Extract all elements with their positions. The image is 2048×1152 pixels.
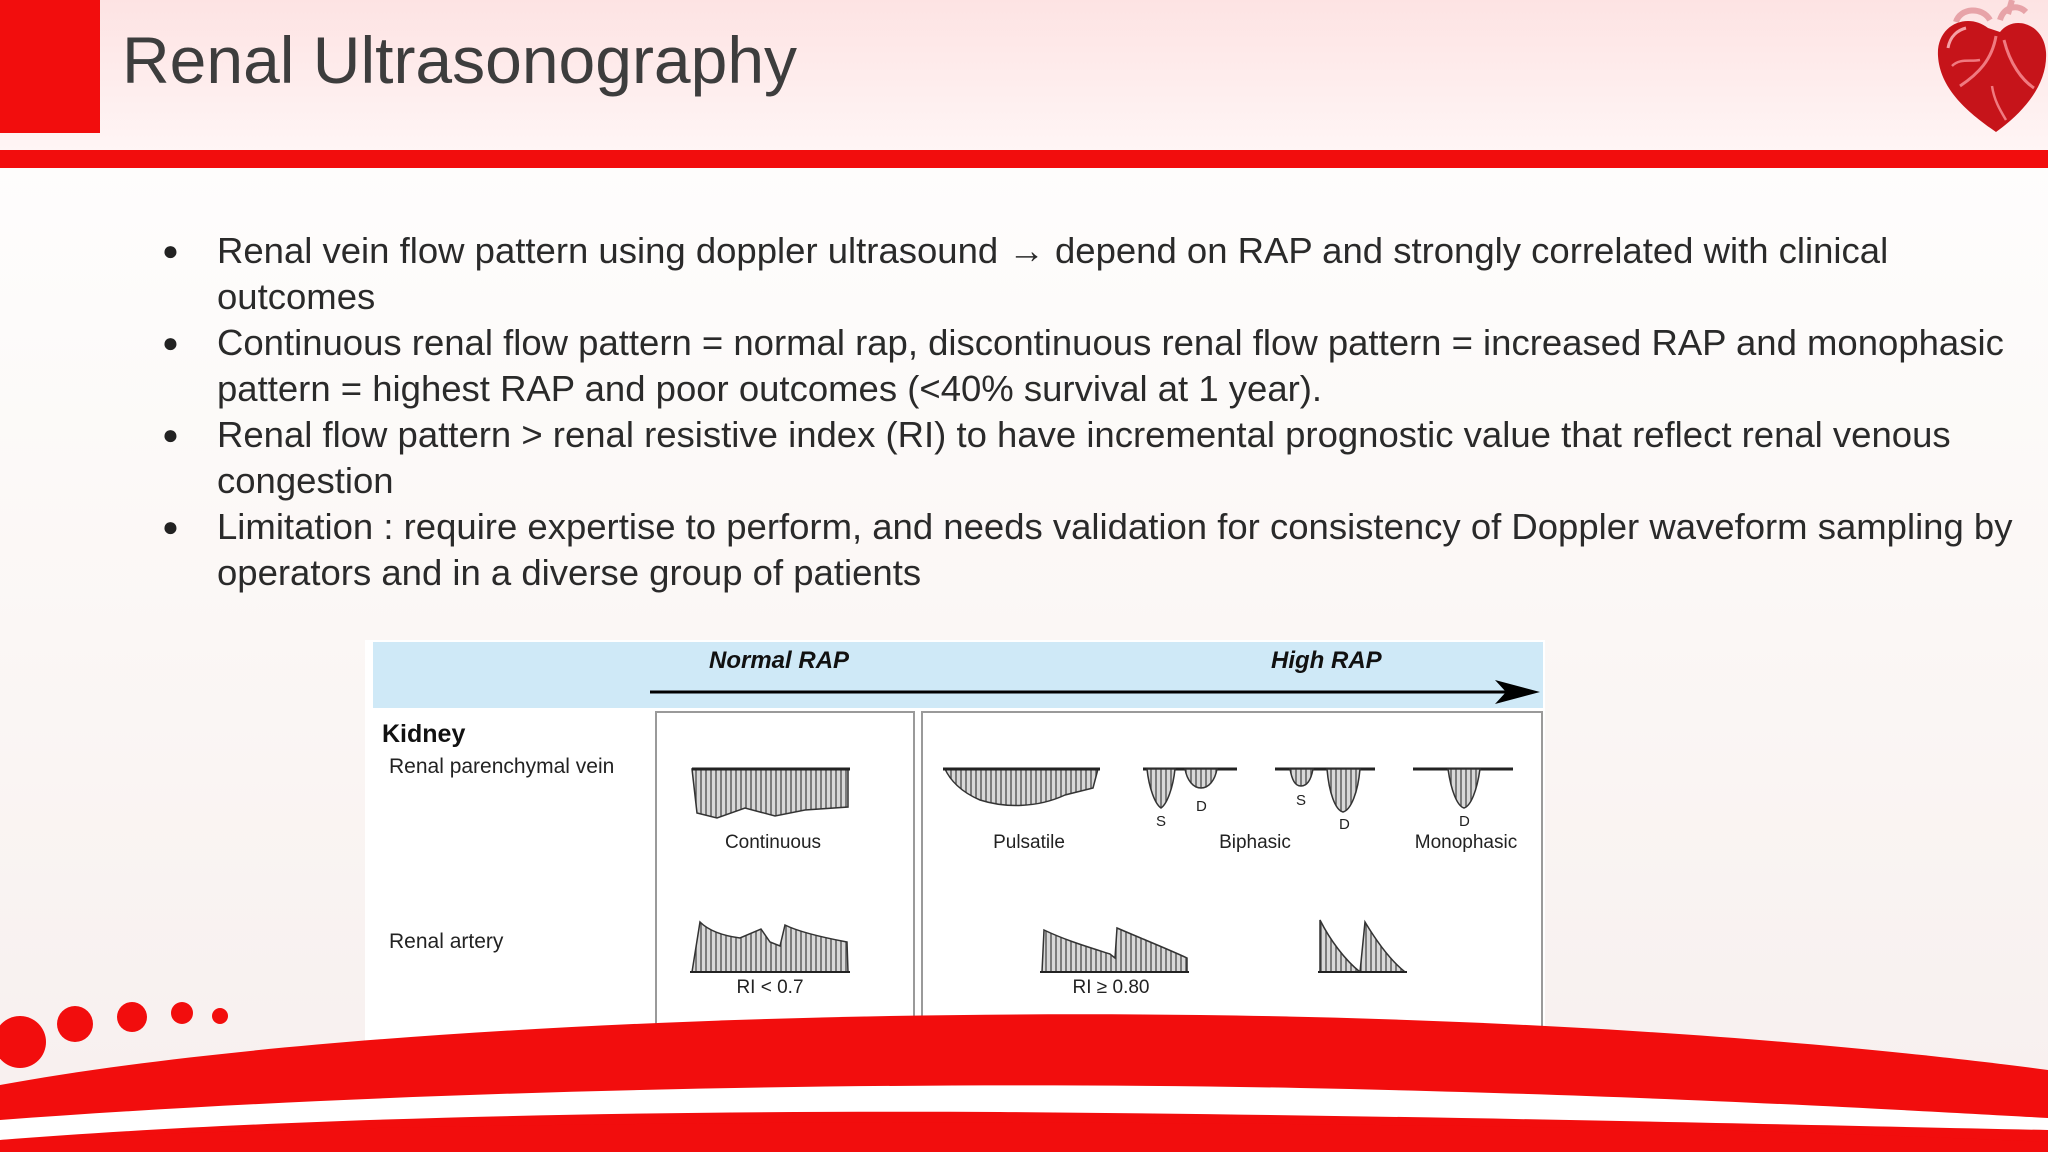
ri-label-high: RI ≥ 0.80	[1072, 977, 1150, 998]
bullet-dot: ●	[162, 327, 179, 358]
bullet-item	[160, 228, 2020, 320]
slide-title: Renal Ultrasonography	[122, 23, 798, 97]
bullet-dot: ●	[162, 235, 179, 266]
diastolic-marker: D	[1339, 816, 1350, 833]
renal-doppler-figure	[365, 640, 1545, 1050]
pattern-label-monophasic: Monophasic	[1414, 832, 1518, 853]
normal-rap-label: Normal RAP	[709, 647, 850, 674]
high-rap-label: High RAP	[1271, 647, 1382, 674]
bullet-text: Continuous renal flow pattern = normal rap, discontinuous renal flow pattern = increased RAP and monophasic pattern = highest RAP and poor outcomes (<40% survival at 1 year).	[217, 322, 2004, 409]
pattern-label-pulsatile: Pulsatile	[993, 832, 1065, 853]
continuous-waveform	[692, 769, 850, 818]
pulsatile-waveform	[943, 769, 1100, 805]
bullet-dot: ●	[162, 419, 179, 450]
artery-waveform-normal	[690, 922, 850, 972]
monophasic-waveform	[1413, 769, 1513, 808]
bullet-dot: ●	[162, 511, 179, 542]
systolic-marker: S	[1296, 792, 1307, 809]
artery-waveform-high	[1040, 928, 1189, 972]
vein-row-label: Renal parenchymal vein	[389, 755, 615, 778]
artery-row-label: Renal artery	[389, 930, 504, 953]
waveforms	[365, 640, 1545, 1050]
bullet-text: Limitation : require expertise to perform, and needs validation for consistency of Doppler waveform sampling by operators and in a diverse group of patients	[217, 506, 2013, 593]
biphasic-waveform-2	[1275, 769, 1375, 812]
diastolic-marker: D	[1196, 798, 1207, 815]
pattern-label-continuous: Continuous	[724, 832, 822, 853]
bullet-list	[160, 228, 2020, 596]
bullet-item	[160, 412, 2020, 504]
artery-waveform-monophasic	[1318, 920, 1407, 972]
bullet-text: Renal vein flow pattern using doppler ultrasound → depend on RAP and strongly correlated with clinical outcomes	[217, 230, 1889, 317]
pattern-label-biphasic: Biphasic	[1219, 832, 1291, 853]
diastolic-marker: D	[1459, 813, 1470, 830]
bullet-item	[160, 504, 2020, 596]
bullet-item	[160, 320, 2020, 412]
biphasic-waveform-1	[1143, 769, 1237, 808]
heart-icon	[1930, 0, 2048, 134]
header-accent-block	[0, 0, 100, 133]
systolic-marker: S	[1156, 813, 1167, 830]
footer-wave	[0, 990, 2048, 1152]
bullet-text: Renal flow pattern > renal resistive index (RI) to have incremental prognostic value that reflect renal venous congestion	[217, 414, 1951, 501]
organ-label: Kidney	[382, 720, 466, 748]
ri-label-normal: RI < 0.7	[736, 977, 804, 998]
header-divider	[0, 150, 2048, 168]
